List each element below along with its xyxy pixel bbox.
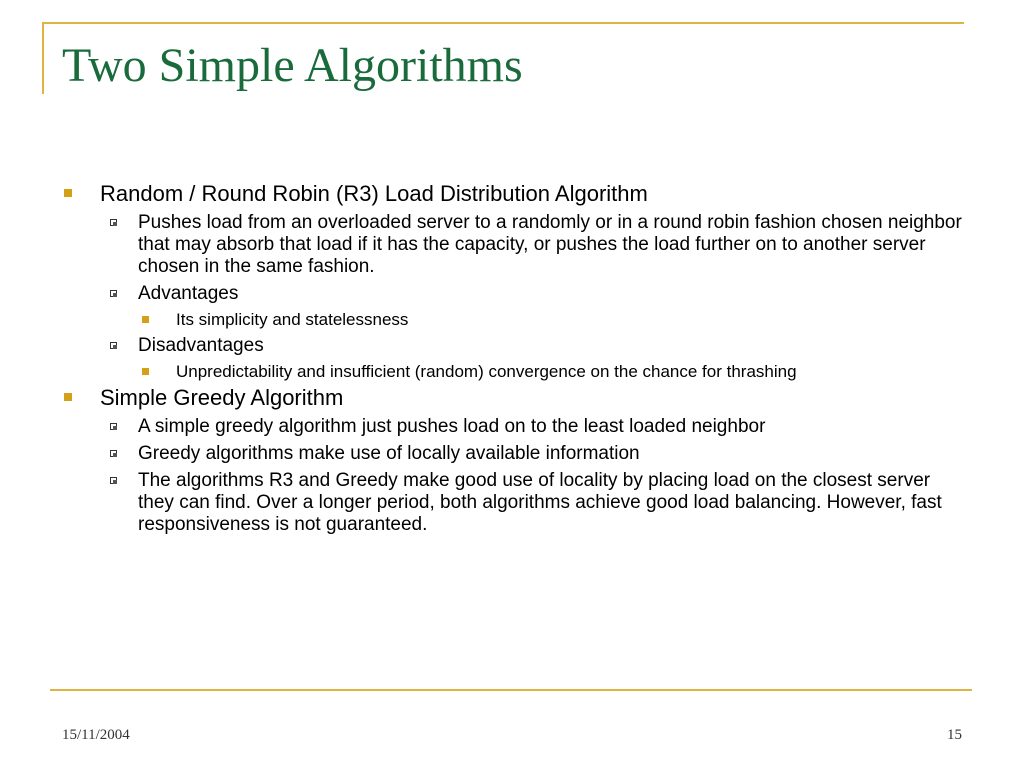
slide-title: Two Simple Algorithms [62, 39, 523, 92]
sub-sub-bullet-simplicity [138, 309, 962, 330]
sub-sub-bullet-text: Unpredictability and insufficient (random) convergence on the chance for thrashing [176, 362, 797, 381]
square-bullet-icon [64, 393, 72, 401]
small-square-bullet-icon [142, 368, 149, 375]
square-bullet-icon [64, 189, 72, 197]
sub-bullet-greedy-local-info [100, 443, 962, 465]
sub-bullet-locality [100, 470, 962, 536]
sub-bullet-text: Pushes load from an overloaded server to a randomly or in a round robin fashion chosen neighbor that may absorb that load if it has the capacity, or pushes the load further on to another server chosen in the same fashion. [138, 212, 962, 277]
sub-bullet-text: Advantages [138, 283, 239, 304]
bullet-text: Simple Greedy Algorithm [100, 385, 344, 410]
sub-sub-bullet-list [138, 309, 962, 330]
sub-bullet-list [100, 212, 962, 382]
small-square-bullet-icon [142, 316, 149, 323]
frame-left-line [42, 22, 44, 94]
sub-bullet-r3-description [100, 212, 962, 278]
box-bullet-icon [110, 450, 117, 457]
sub-bullet-text: The algorithms R3 and Greedy make good use of locality by placing load on the closest server they can find. Over a longer period, both algorithms achieve good load balancing. However, fast responsiveness is not guaranteed. [138, 470, 942, 535]
sub-sub-bullet-list [138, 361, 962, 382]
bullet-list [62, 180, 962, 536]
box-bullet-icon [110, 219, 117, 226]
bullet-greedy-algorithm [62, 384, 962, 536]
footer-date: 15/11/2004 [62, 727, 130, 743]
sub-bullet-disadvantages [100, 335, 962, 382]
box-bullet-icon [110, 290, 117, 297]
box-bullet-icon [110, 342, 117, 349]
sub-bullet-text: A simple greedy algorithm just pushes load on to the least loaded neighbor [138, 416, 766, 437]
sub-sub-bullet-text: Its simplicity and statelessness [176, 310, 409, 329]
sub-sub-bullet-unpredictability [138, 361, 962, 382]
bullet-text: Random / Round Robin (R3) Load Distribution Algorithm [100, 181, 648, 206]
sub-bullet-text: Disadvantages [138, 335, 264, 356]
footer-divider [50, 689, 972, 691]
sub-bullet-text: Greedy algorithms make use of locally available information [138, 443, 640, 464]
page-number: 15 [947, 727, 962, 743]
bullet-r3-algorithm [62, 180, 962, 382]
sub-bullet-advantages [100, 283, 962, 330]
box-bullet-icon [110, 477, 117, 484]
sub-bullet-greedy-description [100, 416, 962, 438]
frame-top-line [42, 22, 964, 24]
sub-bullet-list [100, 416, 962, 536]
box-bullet-icon [110, 423, 117, 430]
slide-content [62, 180, 962, 538]
